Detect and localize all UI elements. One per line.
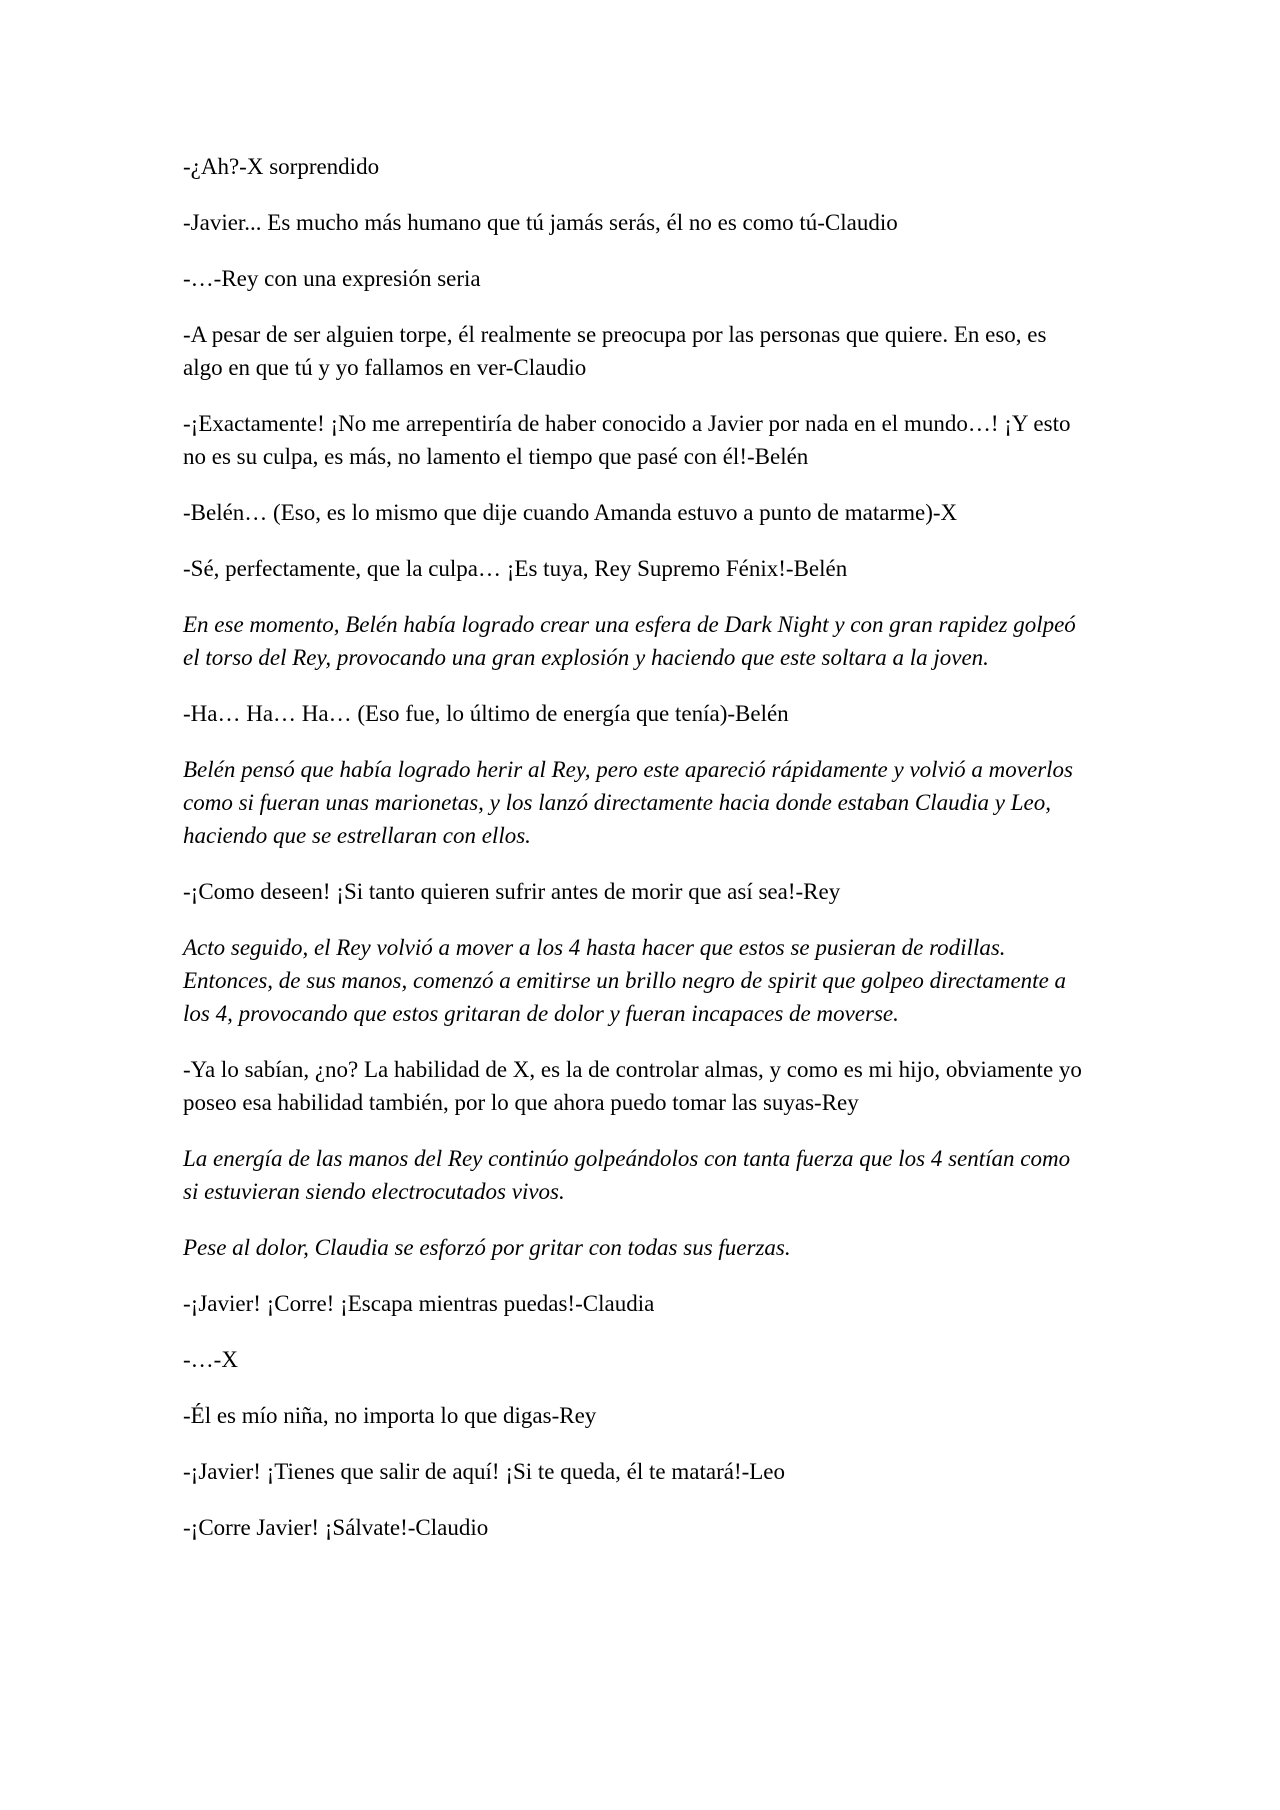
paragraph-narration-3: Acto seguido, el Rey volvió a mover a los 4 hasta hacer que estos se pusieran de rodillas. Entonces, de sus manos, comenzó a emitirse un brillo negro de spirit que golpeo directamente a los 4, provocando que estos gritaran de dolor y fueran incapaces de moverse.: [183, 935, 1067, 1026]
paragraph-narration-1: En ese momento, Belén había logrado crear una esfera de Dark Night y con gran rapidez golpeó el torso del Rey, provocando una gran explosión y haciendo que este soltara a la joven.: [183, 612, 1076, 670]
paragraph-dialogue-4: -A pesar de ser alguien torpe, él realmente se preocupa por las personas que quiere. En eso, es algo en que tú y yo fallamos en ver-Claudio: [183, 322, 1047, 380]
paragraph-dialogue-9: -¡Como deseen! ¡Si tanto quieren sufrir antes de morir que así sea!-Rey: [183, 879, 841, 904]
paragraph-dialogue-10: -Ya lo sabían, ¿no? La habilidad de X, es la de controlar almas, y como es mi hijo, obviamente yo poseo esa habilidad también, por lo que ahora puedo tomar las suyas-Rey: [183, 1057, 1082, 1115]
paragraph-dialogue-2: -Javier... Es mucho más humano que tú jamás serás, él no es como tú-Claudio: [183, 210, 898, 235]
paragraph-dialogue-11: -¡Javier! ¡Corre! ¡Escapa mientras puedas!-Claudia: [183, 1291, 655, 1316]
paragraph-dialogue-8: -Ha… Ha… Ha… (Eso fue, lo último de energía que tenía)-Belén: [183, 701, 789, 726]
paragraph-dialogue-12: -…-X: [183, 1347, 238, 1372]
paragraph-dialogue-14: -¡Javier! ¡Tienes que salir de aquí! ¡Si te queda, él te matará!-Leo: [183, 1459, 786, 1484]
paragraph-narration-4: La energía de las manos del Rey continúo golpeándolos con tanta fuerza que los 4 sentían como si estuvieran siendo electrocutados vivos.: [183, 1146, 1071, 1204]
paragraph-dialogue-7: -Sé, perfectamente, que la culpa… ¡Es tuya, Rey Supremo Fénix!-Belén: [183, 556, 848, 581]
paragraph-dialogue-6: -Belén… (Eso, es lo mismo que dije cuando Amanda estuvo a punto de matarme)-X: [183, 500, 958, 525]
paragraph-narration-5: Pese al dolor, Claudia se esforzó por gritar con todas sus fuerzas.: [183, 1235, 791, 1260]
paragraph-dialogue-13: -Él es mío niña, no importa lo que digas-Rey: [183, 1403, 597, 1428]
paragraph-dialogue-5: -¡Exactamente! ¡No me arrepentiría de haber conocido a Javier por nada en el mundo…! ¡Y esto no es su culpa, es más, no lamento el tiempo que pasé con él!-Belén: [183, 411, 1071, 469]
paragraph-narration-2: Belén pensó que había logrado herir al Rey, pero este apareció rápidamente y volvió a moverlos como si fueran unas marionetas, y los lanzó directamente hacia donde estaban Claudia y Leo, haciendo que se estrellaran con ellos.: [183, 757, 1073, 848]
paragraph-dialogue-3: -…-Rey con una expresión seria: [183, 266, 481, 291]
paragraph-dialogue-15: -¡Corre Javier! ¡Sálvate!-Claudio: [183, 1515, 489, 1540]
document-text-block: [183, 150, 1083, 1567]
paragraph-dialogue-1: -¿Ah?-X sorprendido: [183, 154, 380, 179]
